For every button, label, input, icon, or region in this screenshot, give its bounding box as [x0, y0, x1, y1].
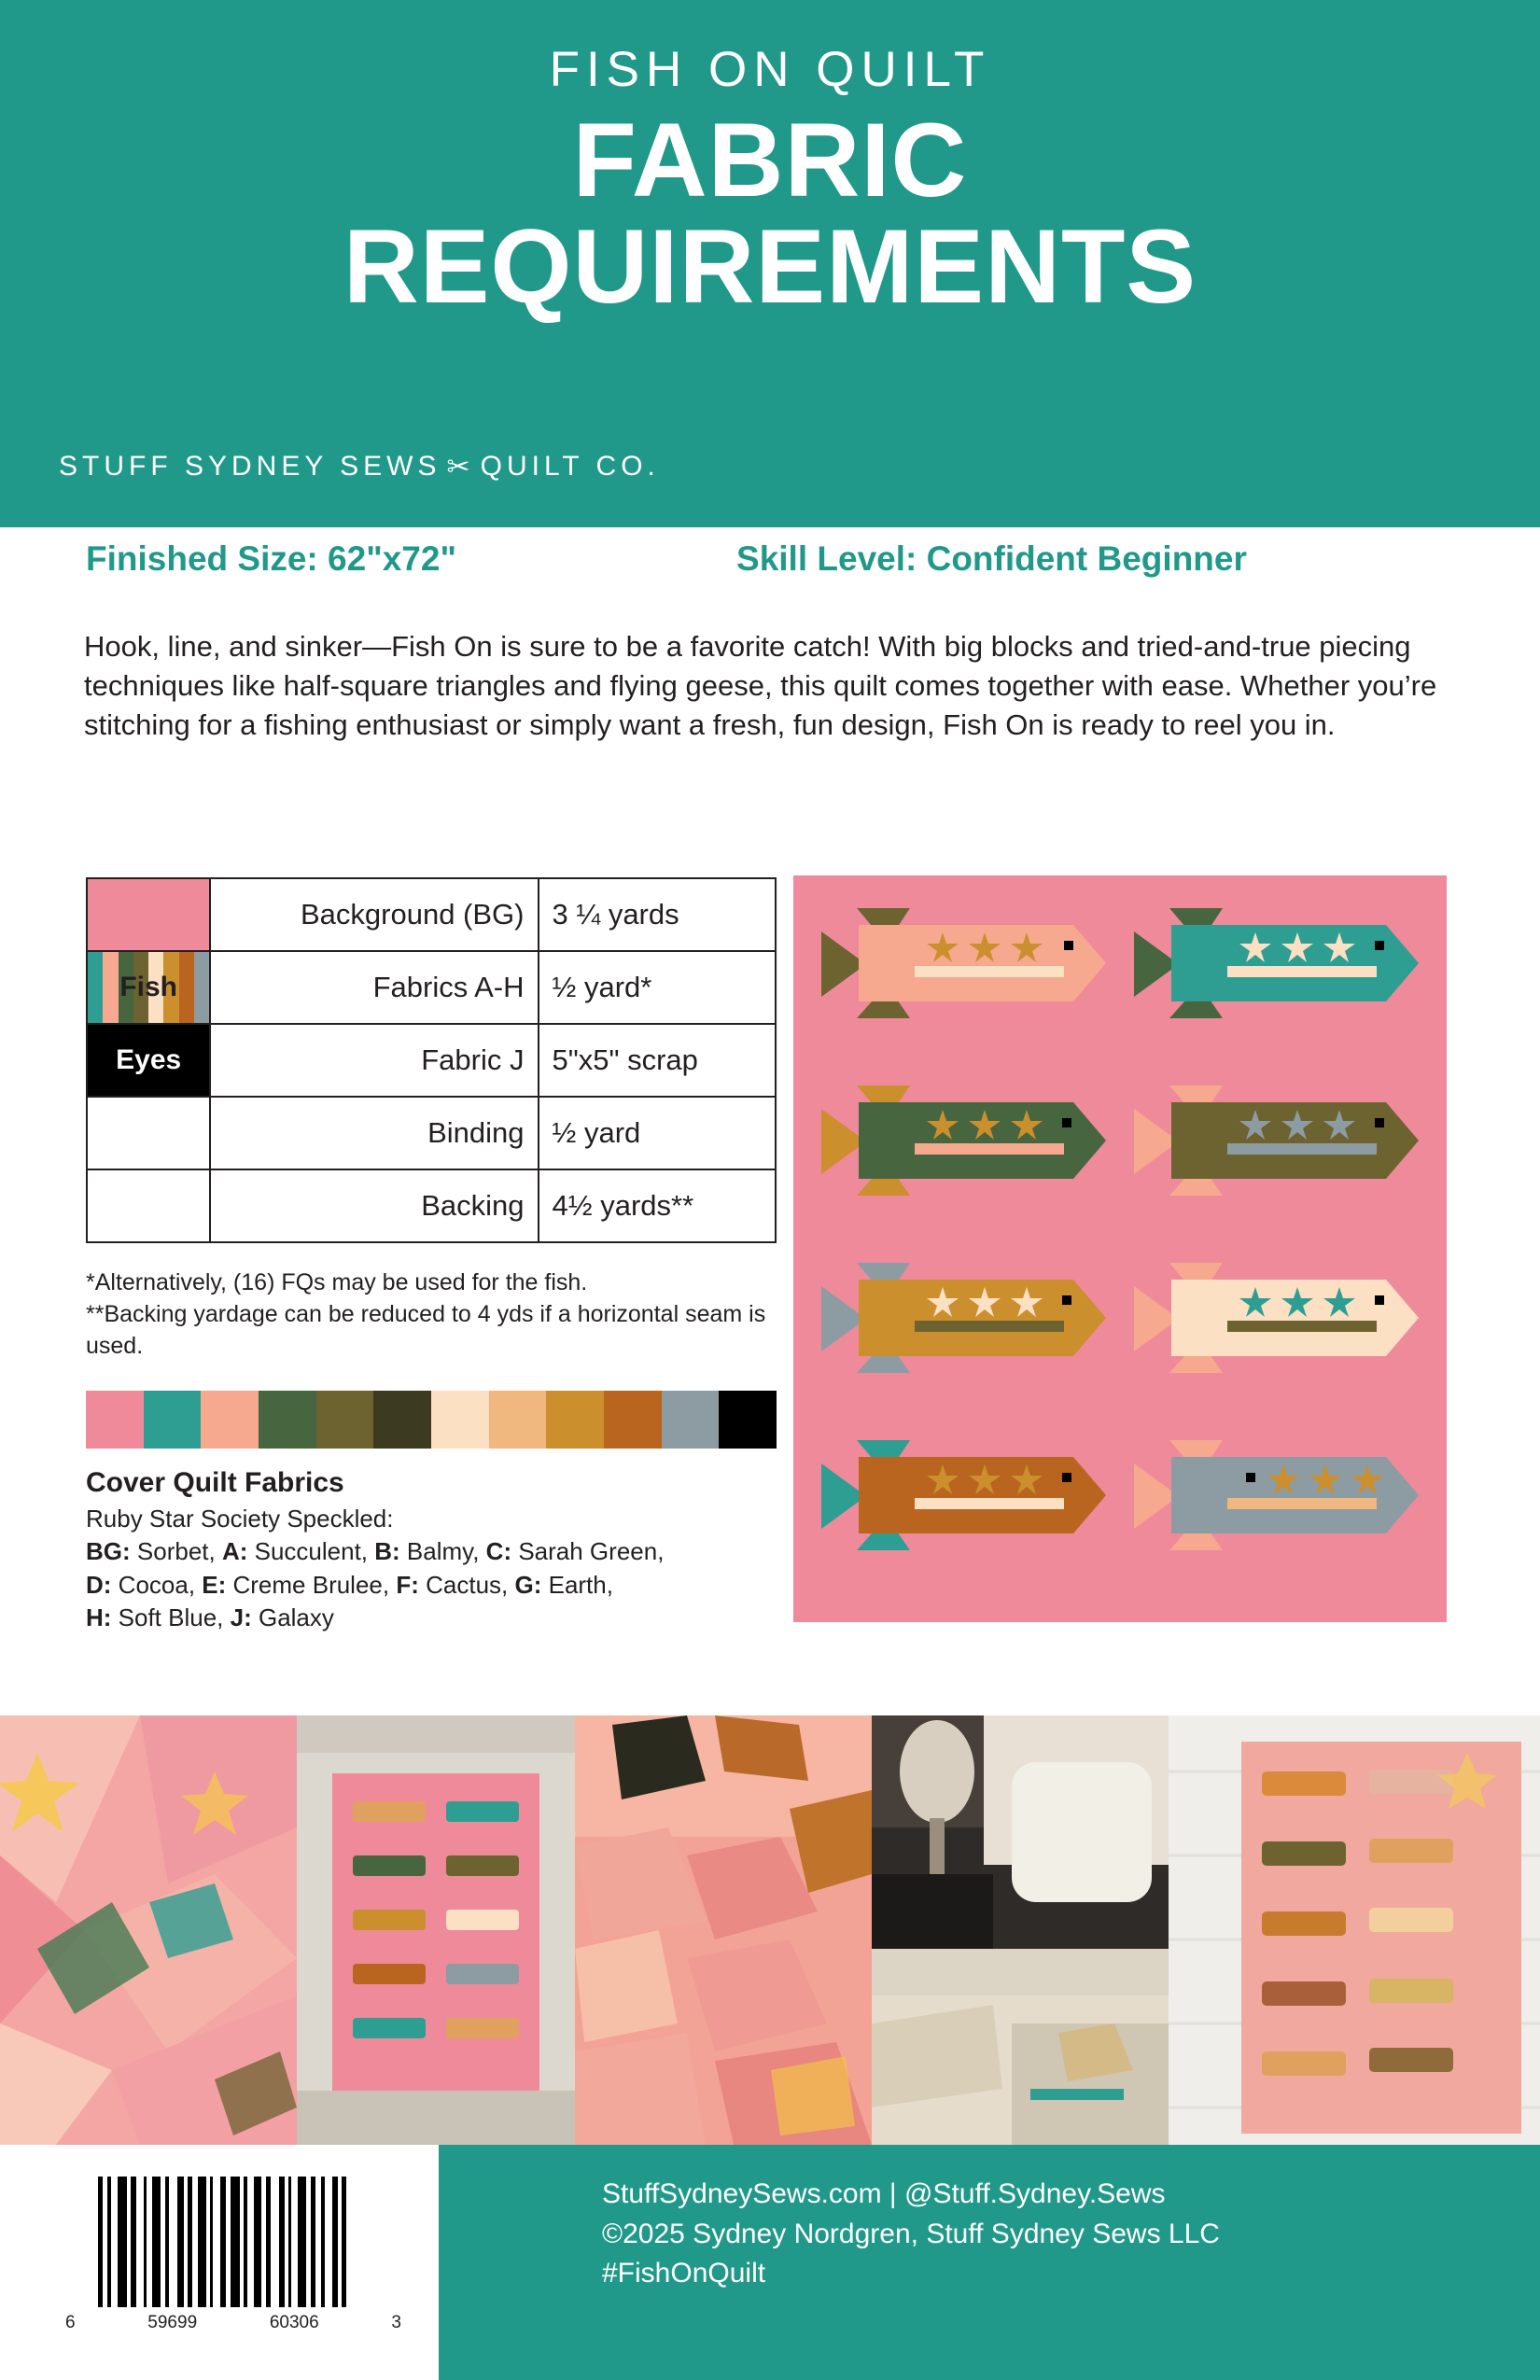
cover-quilt-fabrics [86, 1467, 795, 1634]
header-kicker: FISH ON QUILT [549, 42, 991, 97]
quilt-preview-svg [793, 875, 1447, 1622]
palette-swatch [316, 1391, 374, 1449]
row-label: Backing [210, 1169, 538, 1242]
table-row [87, 1024, 776, 1097]
footer-hashtag: #FishOnQuilt [602, 2258, 766, 2289]
photo-folded-quilt-closeup [0, 1715, 297, 2145]
table-row [87, 1097, 776, 1169]
photo-quilt-on-bed-lamp [872, 1715, 1169, 2145]
barcode-digit-right: 3 [391, 2313, 401, 2332]
finished-size: Finished Size: 62"x72" [86, 539, 457, 578]
table-row [87, 1169, 776, 1242]
palette-swatch [86, 1391, 144, 1449]
swatch-background [87, 878, 210, 951]
requirements-table [86, 877, 777, 1243]
barcode-digit-mid1: 59699 [147, 2313, 198, 2332]
row-label: Fabrics A-H [210, 951, 538, 1024]
palette-swatch [431, 1391, 489, 1449]
palette-swatch [604, 1391, 662, 1449]
header-title-line1: FABRIC [572, 102, 968, 218]
swatch-eyes-label: Eyes [116, 1044, 182, 1075]
brand-name-left: STUFF SYDNEY SEWS [59, 450, 441, 482]
meta-row [0, 539, 1540, 579]
palette-swatch [546, 1391, 604, 1449]
footnotes [86, 1267, 767, 1362]
swatch-eyes [87, 1024, 210, 1097]
row-amount: ½ yard* [539, 951, 777, 1024]
header-title [0, 102, 1540, 326]
cover-fabrics-collection: Ruby Star Society Speckled: [86, 1505, 394, 1533]
row-amount: 4½ yards** [539, 1169, 777, 1242]
barcode-digits [65, 2313, 401, 2333]
swatch-empty-backing [87, 1169, 210, 1242]
table-row [87, 951, 776, 1024]
cover-fabrics-line3: H: Soft Blue, J: Galaxy [86, 1603, 334, 1632]
barcode-digit-mid2: 60306 [269, 2313, 319, 2332]
barcode-digit-left: 6 [65, 2313, 76, 2332]
palette-swatch [144, 1391, 202, 1449]
photo-quilt-detail-blocks [575, 1715, 872, 2145]
row-amount: ½ yard [539, 1097, 777, 1169]
palette-swatch [719, 1391, 777, 1449]
quilt-preview-image [793, 875, 1447, 1622]
palette-swatch [259, 1391, 316, 1449]
palette-swatch [489, 1391, 547, 1449]
table-row [87, 878, 776, 951]
intro-paragraph: Hook, line, and sinker—Fish On is sure to be a favorite catch! With big blocks and tried-and-true piecing techniques like half-square triangles and flying geese, this quilt comes together with ease. Whether you’re stitching for a fishing enthusiast or simply want a fresh, fun design, Fish On is ready to reel you in. [84, 630, 1437, 741]
row-amount: 3 ¼ yards [539, 878, 777, 951]
cover-fabrics-heading: Cover Quilt Fabrics [86, 1467, 344, 1498]
palette-strip [86, 1391, 777, 1449]
row-label: Binding [210, 1097, 538, 1169]
footer-copyright: ©2025 Sydney Nordgren, Stuff Sydney Sews LLC [602, 2218, 1220, 2249]
cover-fabrics-line2: D: Cocoa, E: Creme Brulee, F: Cactus, G: Earth, [86, 1570, 613, 1599]
footer-text [602, 2175, 1498, 2294]
header-title-line2: REQUIREMENTS [343, 208, 1197, 326]
scissors-icon: ✂ [446, 452, 475, 483]
brand-logo [59, 450, 660, 483]
palette-swatch [373, 1391, 431, 1449]
page-header [0, 0, 1540, 527]
cover-fabrics-line1: BG: Sorbet, A: Succulent, B: Balmy, C: Sarah Green, [86, 1537, 665, 1566]
row-label: Background (BG) [210, 878, 538, 951]
brand-name-right: QUILT CO. [480, 450, 660, 482]
swatch-fish [87, 951, 210, 1024]
row-label: Fabric J [210, 1024, 538, 1097]
photo-quilt-hanging-wall [297, 1715, 575, 2145]
swatch-empty-binding [87, 1097, 210, 1169]
palette-swatch [201, 1391, 259, 1449]
barcode [98, 2177, 369, 2307]
row-amount: 5"x5" scrap [539, 1024, 777, 1097]
footnote-1: *Alternatively, (16) FQs may be used for the fish. [86, 1269, 588, 1295]
swatch-fish-label: Fish [119, 972, 177, 1002]
photo-quilt-wall-brick [1169, 1715, 1540, 2145]
skill-level: Skill Level: Confident Beginner [736, 539, 1247, 578]
palette-swatch [662, 1391, 720, 1449]
footnote-2: **Backing yardage can be reduced to 4 yds if a horizontal seam is used. [86, 1300, 766, 1359]
footer-website: StuffSydneySews.com | @Stuff.Sydney.Sews [602, 2178, 1166, 2209]
photo-strip [0, 1715, 1540, 2145]
